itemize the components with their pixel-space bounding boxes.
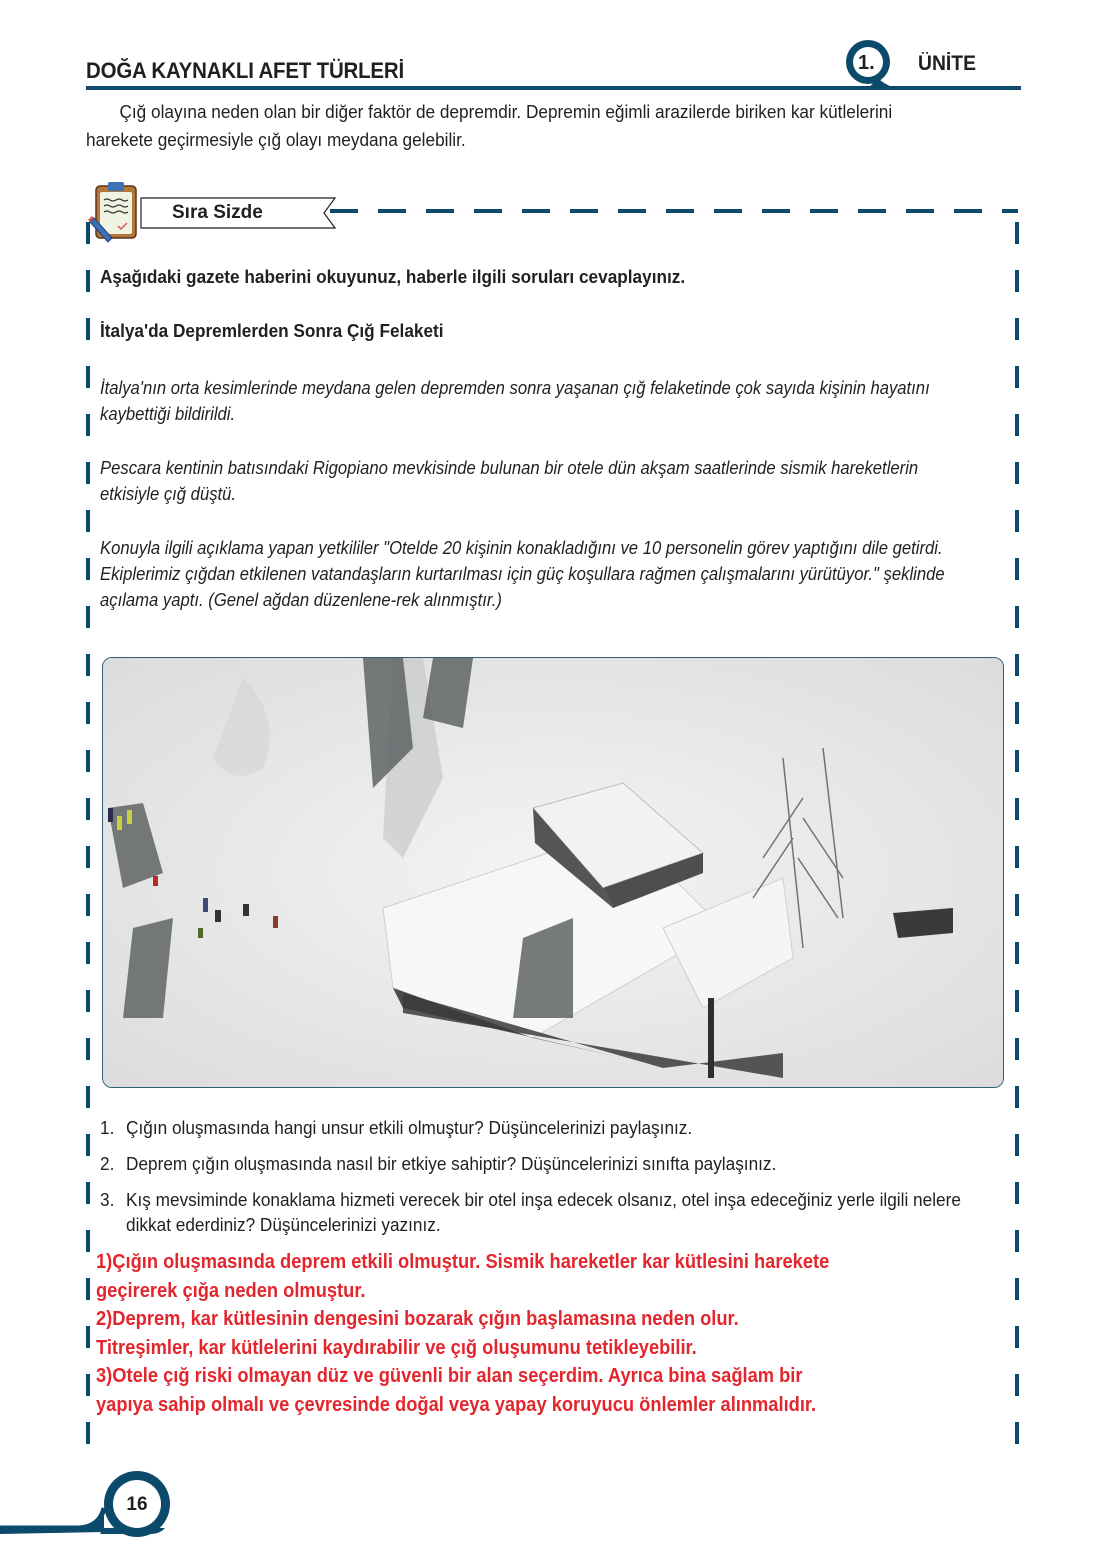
news-headline: İtalya'da Depremlerden Sonra Çığ Felaketi xyxy=(100,320,444,341)
answer-line: geçirerek çığa neden olmuştur. xyxy=(96,1279,366,1302)
student-answers xyxy=(96,1248,1011,1419)
page-number: 16 xyxy=(126,1494,148,1515)
question-text: Çığın oluşmasında hangi unsur etkili olmuştur? Düşüncelerinizi paylaşınız. xyxy=(126,1117,693,1138)
avalanche-photo-illustration xyxy=(103,658,1003,1087)
news-paragraph: Pescara kentinin batısındaki Rigopiano mevkisinde bulunan bir otele dün akşam saatlerinde sismik hareketlerin etkisiyle çığ düştü. xyxy=(100,457,919,504)
header-divider xyxy=(86,86,1021,90)
question-item xyxy=(100,1115,993,1140)
intro-paragraph xyxy=(86,98,960,154)
question-number: 3. xyxy=(100,1189,115,1210)
intro-text: Çığ olayına neden olan bir diğer faktör de depremdir. Depremin eğimli arazilerde biriken kar kütlelerini harekete geçirmesiyle çığ olayı meydana gelebilir. xyxy=(86,101,893,150)
answer-line: Titreşimler, kar kütlelerini kaydırabilir ve çığ oluşumunu tetikleyebilir. xyxy=(96,1336,697,1359)
unit-label: ÜNİTE xyxy=(918,52,976,75)
activity-banner-label: Sıra Sizde xyxy=(172,202,263,223)
dashed-border-left xyxy=(86,222,90,1462)
answer-line: yapıya sahip olmalı ve çevresinde doğal veya yapay koruyucu önlemler alınmalıdır. xyxy=(96,1393,817,1416)
question-item xyxy=(100,1187,993,1237)
question-number: 1. xyxy=(100,1117,115,1138)
news-paragraph: Konuyla ilgili açıklama yapan yetkililer "Otelde 20 kişinin konakladığını ve 10 personelin görev yaptığını dile getirdi. Ekiplerimiz çığdan etkilenen vatandaşların kurtarılması için güç koşullara rağmen çalışmalarını yürütüyor." şeklinde açılama yaptı. (Genel ağdan düzenlene-rek alınmıştır.) xyxy=(100,537,945,610)
activity-instruction: Aşağıdaki gazete haberini okuyunuz, haberle ilgili soruları cevaplayınız. xyxy=(100,266,686,287)
question-item xyxy=(100,1151,993,1176)
dashed-border-right xyxy=(1015,222,1019,1462)
clipboard-pencil-icon xyxy=(86,180,146,245)
unit-number: 1. xyxy=(858,52,875,74)
question-text: Kış mevsiminde konaklama hizmeti verecek bir otel inşa edecek olsanız, otel inşa edeceğiniz yerle ilgili nelere dikkat ederdiniz? Düşüncelerinizi yazınız. xyxy=(126,1189,961,1235)
answer-line: 3)Otele çığ riski olmayan düz ve güvenli bir alan seçerdim. Ayrıca bina sağlam bir xyxy=(96,1365,803,1387)
answer-line: 2)Deprem, kar kütlesinin dengesini bozarak çığın başlamasına neden olur. xyxy=(96,1308,739,1330)
page-title: DOĞA KAYNAKLI AFET TÜRLERİ xyxy=(86,58,404,83)
news-paragraph: İtalya'nın orta kesimlerinde meydana gelen depremden sonra yaşanan çığ felaketinde çok sayıda kişinin hayatını kaybettiği bildirildi. xyxy=(100,377,930,424)
page-number-badge-icon xyxy=(0,1470,200,1559)
question-number: 2. xyxy=(100,1153,115,1174)
answer-line: 1)Çığın oluşmasında deprem etkili olmuştur. Sismik hareketler kar kütlesini harekete xyxy=(96,1251,830,1273)
question-list xyxy=(100,1115,993,1248)
news-photo xyxy=(102,657,1004,1088)
question-text: Deprem çığın oluşmasında nasıl bir etkiye sahiptir? Düşüncelerinizi sınıfta paylaşınız. xyxy=(126,1153,777,1174)
dashed-border-top xyxy=(330,209,1018,213)
